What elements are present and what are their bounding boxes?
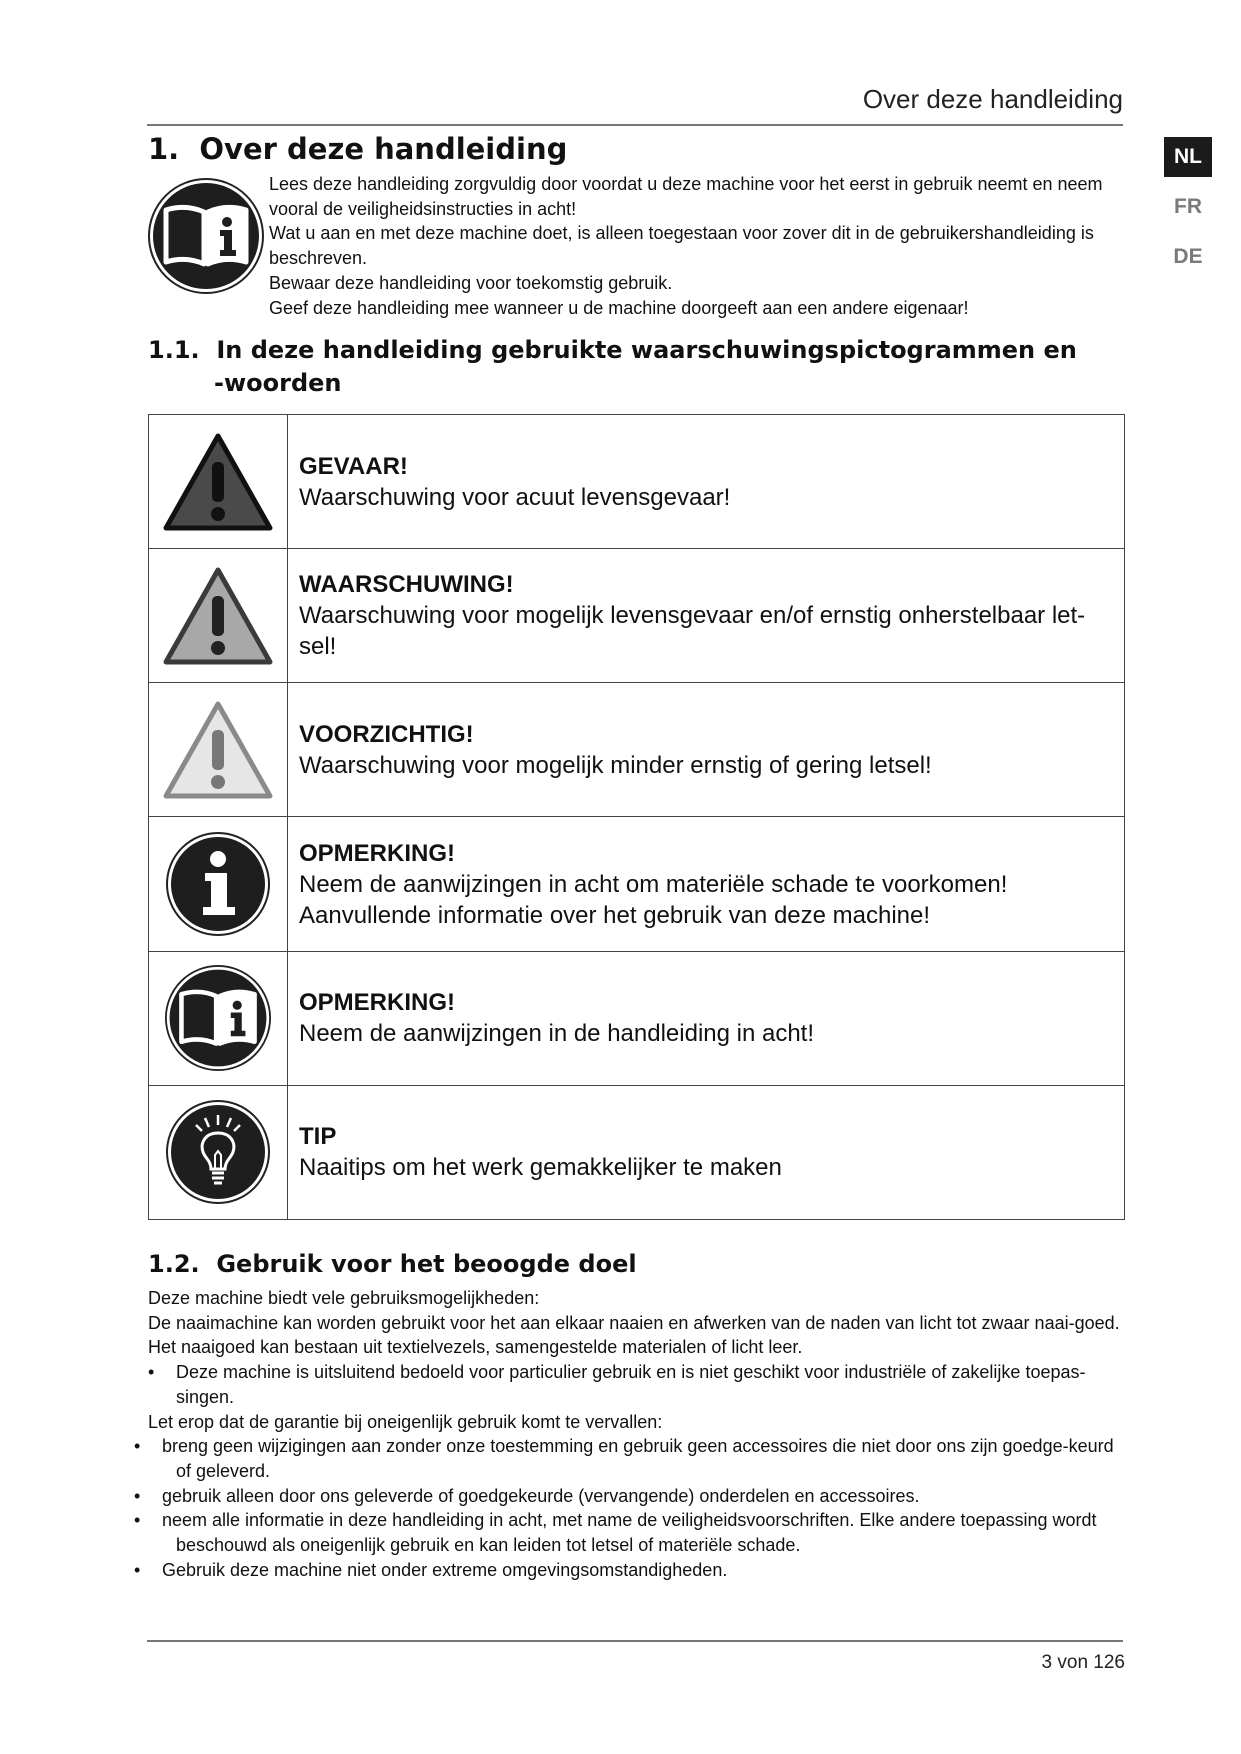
info-icon <box>149 817 288 951</box>
warning-text: Waarschuwing voor mogelijk levensgevaar en/of ernstig onherstelbaar let-sel! <box>299 602 1086 661</box>
warning-text: Neem de aanwijzingen in de handleiding in acht! <box>299 1020 815 1048</box>
list-item: • gebruik alleen door ons geleverde of goedgekeurde (vervangende) onderdelen en accessoires. <box>148 1484 1126 1509</box>
warning-title: OPMERKING! <box>299 839 455 867</box>
running-header: Over deze handleiding <box>862 84 1123 114</box>
warning-triangle-icon <box>149 549 288 683</box>
section-heading-1-2: 1.2. Gebruik voor het beoogde doel <box>148 1250 637 1278</box>
warning-text: Waarschuwing voor acuut levensgevaar! <box>299 483 731 511</box>
warning-text: Waarschuwing voor mogelijk minder ernstig of gering letsel! <box>299 751 932 779</box>
intro-line: Geef deze handleiding mee wanneer u de machine doorgeeft aan een andere eigenaar! <box>269 297 969 318</box>
table-row <box>149 817 1125 951</box>
language-tab-nl[interactable]: NL <box>1164 137 1212 177</box>
list-item: • breng geen wijzigingen aan zonder onze toestemming en gebruik geen accessoires die niet door ons zijn goedge-keurd of geleverd. <box>148 1434 1126 1483</box>
table-row <box>149 1085 1125 1219</box>
caution-triangle-icon <box>149 683 288 817</box>
table-row <box>149 951 1125 1085</box>
section-heading-1-1 <box>148 334 1077 400</box>
manual-info-icon <box>148 178 264 294</box>
list-item: • Gebruik deze machine niet onder extreme omgevingsomstandigheden. <box>148 1558 1126 1583</box>
paragraph: Het naaigoed kan bestaan uit textielvezels, samengestelde materialen of licht leer. <box>148 1337 803 1358</box>
warning-symbols-table <box>148 414 1125 1220</box>
section-heading-1-1-line1: 1.1. In deze handleiding gebruikte waarschuwingspictogrammen en <box>148 336 1077 364</box>
lightbulb-icon <box>149 1085 288 1219</box>
warning-text: Naaitips om het werk gemakkelijker te maken <box>299 1154 782 1182</box>
manual-info-icon <box>149 951 288 1085</box>
header-rule <box>147 124 1123 126</box>
warning-title: VOORZICHTIG! <box>299 720 474 748</box>
section-heading-1: 1. Over deze handleiding <box>148 132 568 166</box>
paragraph: De naaimachine kan worden gebruikt voor het aan elkaar naaien en afwerken van de naden van licht tot zwaar naai-goed. <box>148 1312 1120 1333</box>
bullet-list <box>148 1360 1126 1409</box>
warning-title: WAARSCHUWING! <box>299 571 514 599</box>
warning-text: Aanvullende informatie over het gebruik van deze machine! <box>299 901 931 929</box>
warning-text: Neem de aanwijzingen in acht om materiële schade te voorkomen! <box>299 870 1008 898</box>
language-tab-fr[interactable]: FR <box>1174 195 1202 218</box>
warning-title: GEVAAR! <box>299 452 408 480</box>
table-row <box>149 415 1125 549</box>
intro-line: Wat u aan en met deze machine doet, is alleen toegestaan voor zover dit in de gebruikershandleiding is beschreven. <box>269 223 1094 269</box>
page-number: 3 von 126 <box>1041 1652 1125 1673</box>
intro-line: Bewaar deze handleiding voor toekomstig gebruik. <box>269 272 673 293</box>
list-item: • Deze machine is uitsluitend bedoeld voor particulier gebruik en is niet geschikt voor industriële of zakelijke toepas-singen. <box>148 1360 1126 1409</box>
section-heading-1-1-line2: -woorden <box>214 369 342 397</box>
warning-title: TIP <box>299 1123 337 1151</box>
list-item: • neem alle informatie in deze handleiding in acht, met name de veiligheidsvoorschriften. Elke andere toepassing wordt beschouwd als oneigenlijk gebruik en kan leiden tot letsel of materiële schade. <box>148 1508 1126 1557</box>
table-row <box>149 683 1125 817</box>
section-1-2-body <box>148 1286 1126 1582</box>
intro-line: Lees deze handleiding zorgvuldig door voordat u deze machine voor het eerst in gebruik neemt en neem vooral de veiligheidsinstructies in acht! <box>269 174 1103 219</box>
table-row <box>149 549 1125 683</box>
danger-triangle-icon <box>149 415 288 549</box>
bullet-list <box>148 1434 1126 1582</box>
language-tab-de[interactable]: DE <box>1173 245 1203 268</box>
paragraph: Let erop dat de garantie bij oneigenlijk gebruik komt te vervallen: <box>148 1411 663 1432</box>
warning-title: OPMERKING! <box>299 989 455 1017</box>
paragraph: Deze machine biedt vele gebruiksmogelijkheden: <box>148 1288 540 1308</box>
intro-text <box>269 172 1123 320</box>
footer-rule <box>147 1640 1123 1642</box>
